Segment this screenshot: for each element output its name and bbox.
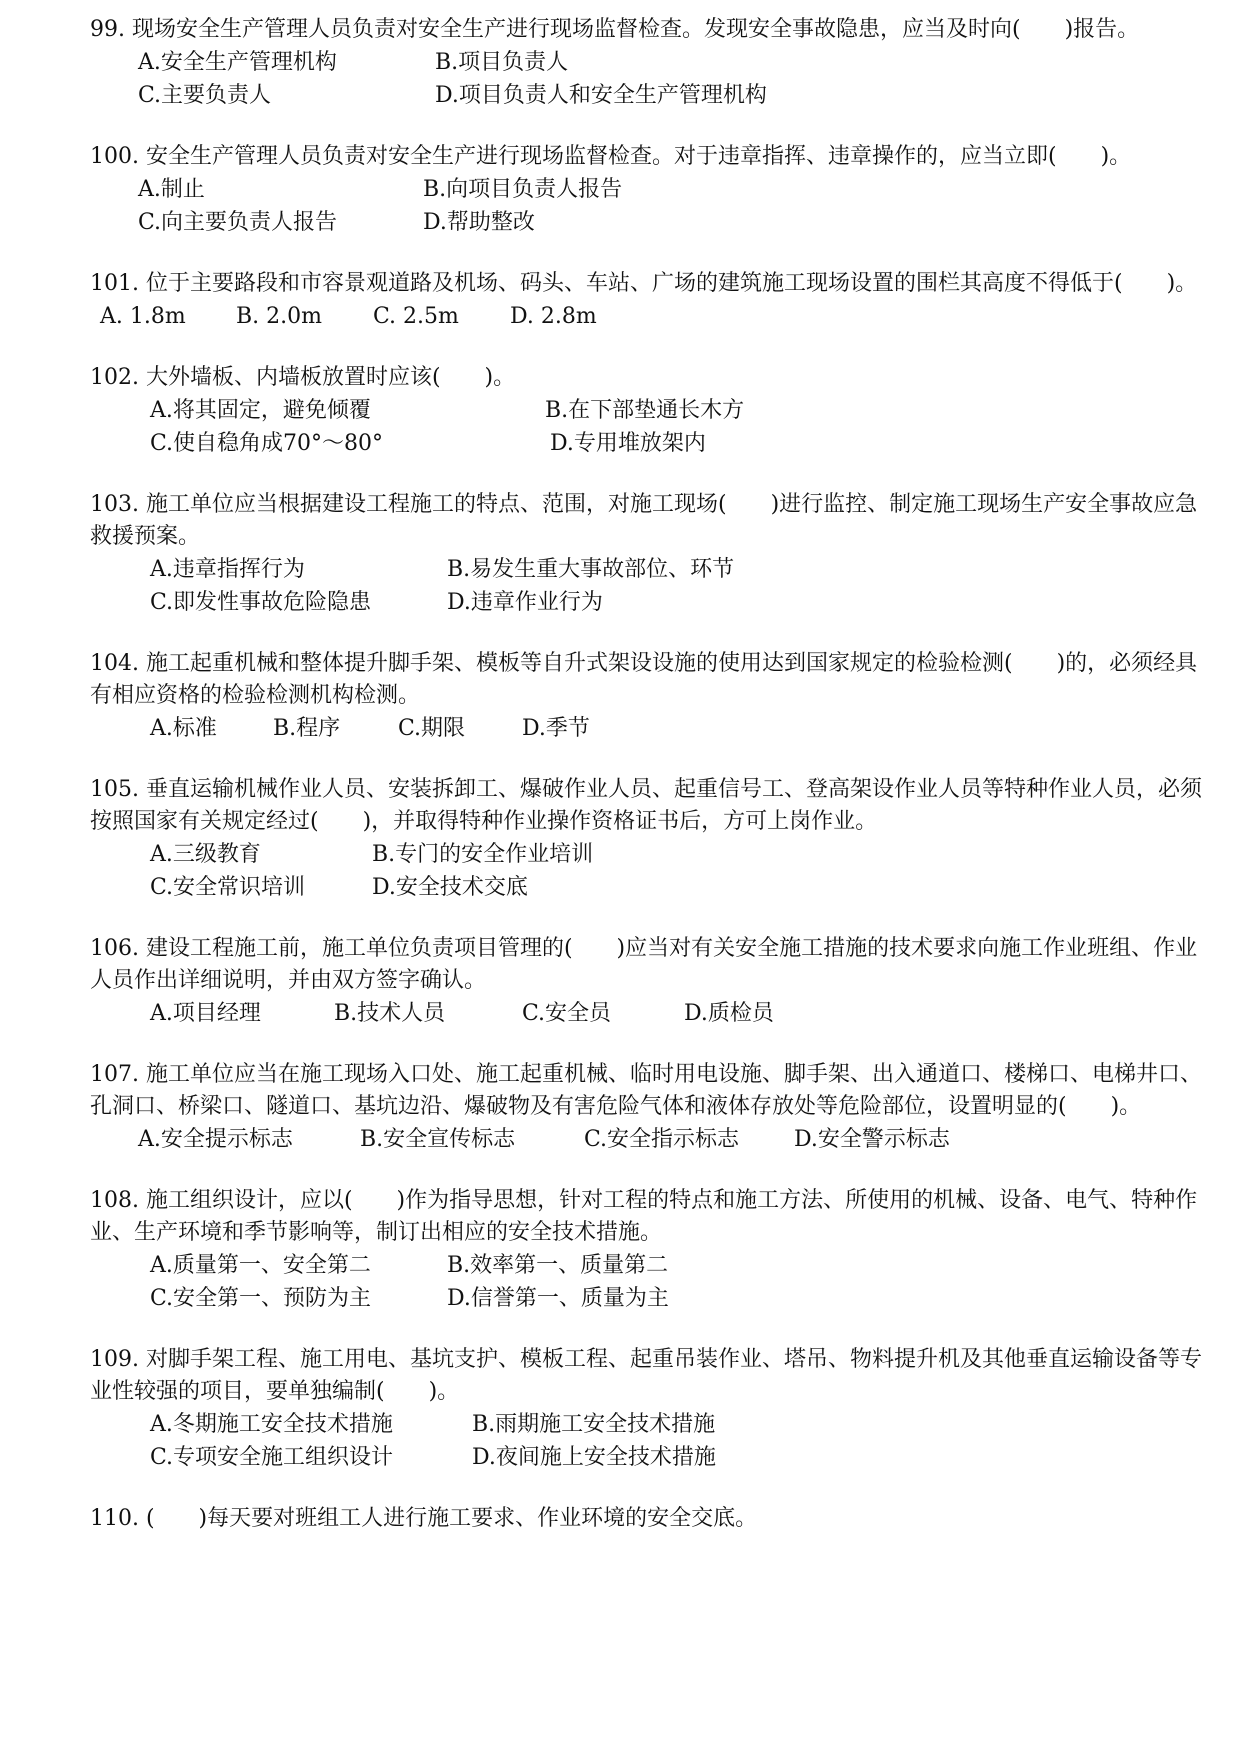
option-c: C.安全指示标志 — [584, 1127, 740, 1152]
option-d: D.季节 — [522, 716, 590, 741]
option-a: A.冬期施工安全技术措施 — [150, 1412, 393, 1437]
option-row — [90, 1441, 1210, 1474]
option-c: C.安全常识培训 — [150, 875, 306, 900]
question-99 — [90, 14, 1210, 112]
question-104 — [90, 648, 1210, 745]
question-stem: 109. 对脚手架工程、施工用电、基坑支护、模板工程、起重吊装作业、塔吊、物料提升机及其他垂直运输设备等专业性较强的项目，要单独编制( )。 — [90, 1347, 1202, 1404]
option-d: D.专用堆放架内 — [550, 431, 706, 456]
question-100 — [90, 141, 1210, 239]
option-row — [90, 206, 1210, 239]
option-b: B.项目负责人 — [435, 50, 569, 75]
option-c: C. 2.5m — [373, 304, 459, 329]
option-d: D.违章作业行为 — [447, 590, 603, 615]
option-d: D.夜间施上安全技术措施 — [472, 1445, 716, 1470]
question-stem: 99. 现场安全生产管理人员负责对安全生产进行现场监督检查。发现安全事故隐患，应当及时向( )报告。 — [90, 17, 1140, 42]
option-row — [90, 1123, 1210, 1156]
question-stem: 106. 建设工程施工前，施工单位负责项目管理的( )应当对有关安全施工措施的技术要求向施工作业班组、作业人员作出详细说明，并由双方签字确认。 — [90, 936, 1198, 993]
option-a: A.项目经理 — [150, 1001, 261, 1026]
option-a: A.质量第一、安全第二 — [150, 1253, 371, 1278]
option-b: B.技术人员 — [334, 1001, 446, 1026]
option-d: D. 2.8m — [510, 304, 597, 329]
option-b: B. 2.0m — [236, 304, 323, 329]
option-a: A.安全生产管理机构 — [138, 50, 337, 75]
question-105 — [90, 774, 1210, 904]
option-row — [90, 1282, 1210, 1315]
option-row — [90, 712, 1210, 745]
option-row — [90, 427, 1210, 460]
question-stem: 101. 位于主要路段和市容景观道路及机场、码头、车站、广场的建筑施工现场设置的围栏其高度不得低于( )。 — [90, 271, 1198, 296]
option-row — [90, 79, 1210, 112]
question-stem: 107. 施工单位应当在施工现场入口处、施工起重机械、临时用电设施、脚手架、出入通道口、楼梯口、电梯井口、孔洞口、桥梁口、隧道口、基坑边沿、爆破物及有害危险气体和液体存放处等危险部位，设置明显的( )。 — [90, 1062, 1202, 1119]
option-a: A.违章指挥行为 — [150, 557, 305, 582]
option-d: D.项目负责人和安全生产管理机构 — [435, 83, 767, 108]
option-b: B.易发生重大事故部位、环节 — [447, 557, 735, 582]
option-c: C.主要负责人 — [138, 83, 272, 108]
question-102 — [90, 362, 1210, 460]
option-d: D.质检员 — [684, 1001, 774, 1026]
question-108 — [90, 1185, 1210, 1315]
option-c: C.即发性事故危险隐患 — [150, 590, 372, 615]
question-101 — [90, 268, 1210, 333]
option-row — [90, 586, 1210, 619]
option-a: A.制止 — [138, 177, 205, 202]
option-b: B.雨期施工安全技术措施 — [472, 1412, 716, 1437]
question-stem: 108. 施工组织设计，应以( )作为指导思想，针对工程的特点和施工方法、所使用的机械、设备、电气、特种作业、生产环境和季节影响等，制订出相应的安全技术措施。 — [90, 1188, 1198, 1245]
question-stem: 105. 垂直运输机械作业人员、安装拆卸工、爆破作业人员、起重信号工、登高架设作业人员等特种作业人员，必须按照国家有关规定经过( )，并取得特种作业操作资格证书后，方可上岗作业。 — [90, 777, 1202, 834]
option-a: A.安全提示标志 — [138, 1127, 293, 1152]
question-106 — [90, 933, 1210, 1030]
option-a: A.三级教育 — [150, 842, 261, 867]
option-d: D.安全警示标志 — [794, 1127, 950, 1152]
option-d: D.帮助整改 — [423, 210, 535, 235]
question-stem: 102. 大外墙板、内墙板放置时应该( )。 — [90, 365, 516, 390]
option-row — [90, 553, 1210, 586]
option-a: A.标准 — [150, 716, 217, 741]
option-row — [90, 997, 1210, 1030]
question-110 — [90, 1503, 1210, 1535]
option-b: B.安全宣传标志 — [360, 1127, 516, 1152]
option-c: C.期限 — [398, 716, 466, 741]
option-b: B.向项目负责人报告 — [423, 177, 623, 202]
question-103 — [90, 489, 1210, 619]
question-stem: 103. 施工单位应当根据建设工程施工的特点、范围，对施工现场( )进行监控、制定施工现场生产安全事故应急救援预案。 — [90, 492, 1198, 549]
option-row — [90, 1408, 1210, 1441]
option-row — [90, 46, 1210, 79]
option-c: C.使自稳角成70°～80° — [150, 431, 384, 456]
option-c: C.安全员 — [522, 1001, 612, 1026]
option-a: A. 1.8m — [100, 304, 186, 329]
option-b: B.专门的安全作业培训 — [372, 842, 594, 867]
question-107 — [90, 1059, 1210, 1156]
question-109 — [90, 1344, 1210, 1474]
option-row — [90, 394, 1210, 427]
option-b: B.在下部垫通长木方 — [545, 398, 745, 423]
option-row — [90, 871, 1210, 904]
option-row — [90, 838, 1210, 871]
option-row — [90, 300, 1210, 333]
option-c: C.专项安全施工组织设计 — [150, 1445, 394, 1470]
question-stem: 104. 施工起重机械和整体提升脚手架、模板等自升式架设设施的使用达到国家规定的检验检测( )的，必须经具有相应资格的检验检测机构检测。 — [90, 651, 1198, 708]
option-c: C.安全第一、预防为主 — [150, 1286, 372, 1311]
option-row — [90, 1249, 1210, 1282]
option-c: C.向主要负责人报告 — [138, 210, 338, 235]
option-b: B.效率第一、质量第二 — [447, 1253, 669, 1278]
option-d: D.安全技术交底 — [372, 875, 528, 900]
question-stem: 100. 安全生产管理人员负责对安全生产进行现场监督检查。对于违章指挥、违章操作的，应当立即( )。 — [90, 144, 1132, 169]
option-a: A.将其固定，避免倾覆 — [150, 398, 371, 423]
question-stem: 110. ( )每天要对班组工人进行施工要求、作业环境的安全交底。 — [90, 1506, 758, 1531]
option-b: B.程序 — [273, 716, 341, 741]
option-row — [90, 173, 1210, 206]
option-d: D.信誉第一、质量为主 — [447, 1286, 669, 1311]
exam-page — [90, 14, 1210, 1564]
